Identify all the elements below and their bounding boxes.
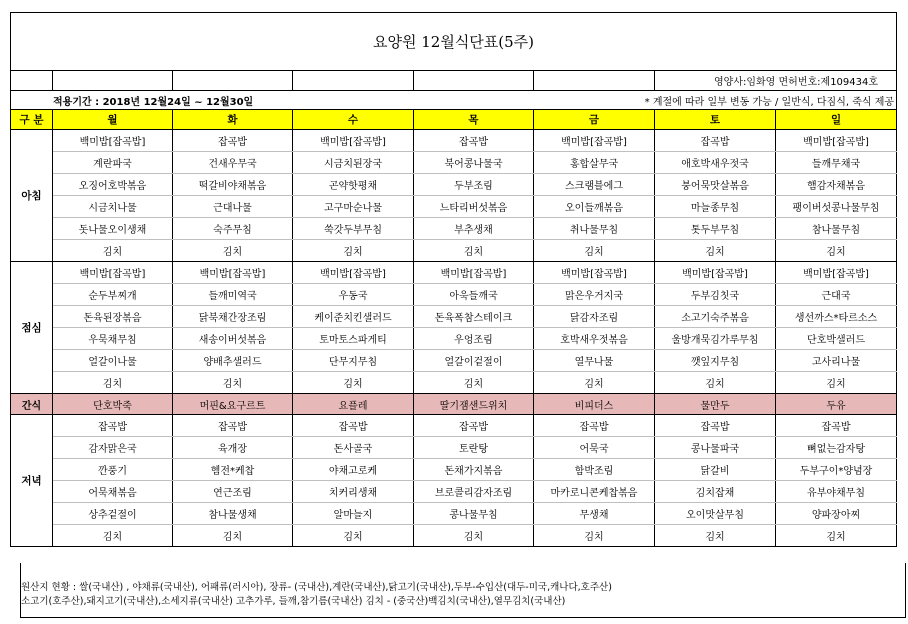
menu-cell: 마늘종무침 <box>655 196 776 218</box>
menu-cell: 북어콩나물국 <box>414 152 534 174</box>
menu-cell: 햄감자채볶음 <box>776 174 897 196</box>
menu-cell: 잡곡밥 <box>53 415 173 437</box>
menu-cell: 김치 <box>293 525 414 547</box>
menu-cell: 닭갈비 <box>655 459 776 481</box>
menu-cell: 얼갈이나물 <box>53 350 173 372</box>
menu-cell: 백미밥[잡곡밥] <box>776 262 897 284</box>
menu-cell: 깐풍기 <box>53 459 173 481</box>
menu-cell: 백미밥[잡곡밥] <box>53 130 173 152</box>
menu-cell: 상추겉절이 <box>53 503 173 525</box>
menu-cell: 잡곡밥 <box>414 415 534 437</box>
snack-cell: 단호박죽 <box>53 394 173 415</box>
menu-cell: 김치 <box>534 240 655 262</box>
menu-cell: 숙주무침 <box>173 218 293 240</box>
menu-cell: 잡곡밥 <box>655 415 776 437</box>
footer <box>20 563 906 618</box>
menu-cell: 들깨무채국 <box>776 152 897 174</box>
menu-cell: 백미밥[잡곡밥] <box>173 262 293 284</box>
snack-label: 간식 <box>11 394 53 415</box>
menu-cell: 닭북채간장조림 <box>173 306 293 328</box>
menu-cell: 두부김칫국 <box>655 284 776 306</box>
menu-cell: 연근조림 <box>173 481 293 503</box>
breakfast-row <box>11 174 897 196</box>
menu-cell: 잡곡밥 <box>534 415 655 437</box>
menu-cell: 우묵채무침 <box>53 328 173 350</box>
menu-cell: 생선까스*타르소스 <box>776 306 897 328</box>
menu-cell: 김치 <box>534 372 655 394</box>
menu-cell: 뼈없는감자탕 <box>776 437 897 459</box>
menu-cell: 김치 <box>655 372 776 394</box>
menu-cell: 우동국 <box>293 284 414 306</box>
snack-row <box>11 394 897 415</box>
menu-cell: 콩나물무침 <box>414 503 534 525</box>
menu-cell: 김치 <box>655 240 776 262</box>
menu-cell: 양파장아찌 <box>776 503 897 525</box>
menu-cell: 김치 <box>414 525 534 547</box>
menu-cell: 떡갈비야채볶음 <box>173 174 293 196</box>
lunch-row <box>11 328 897 350</box>
menu-cell: 헴전*케찹 <box>173 459 293 481</box>
menu-cell: 두부구이*양념장 <box>776 459 897 481</box>
notice-text: * 계절에 따라 일부 변동 가능 / 일반식, 다짐식, 죽식 제공 <box>414 91 897 110</box>
blank-cell <box>11 71 53 91</box>
blank-cell <box>534 71 655 91</box>
menu-cell: 아욱들깨국 <box>414 284 534 306</box>
dietitian-info: 영양사:임화영 면허번호:제109434호 <box>655 71 897 91</box>
menu-cell: 스크램블에그 <box>534 174 655 196</box>
breakfast-row <box>11 196 897 218</box>
snack-cell: 요플레 <box>293 394 414 415</box>
snack-cell: 딸기잼샌드위치 <box>414 394 534 415</box>
menu-cell: 김치 <box>293 372 414 394</box>
menu-cell: 잡곡밥 <box>173 130 293 152</box>
header-day: 토 <box>655 110 776 130</box>
breakfast-row <box>11 152 897 174</box>
dinner-row <box>11 481 897 503</box>
menu-cell: 백미밥[잡곡밥] <box>776 130 897 152</box>
menu-cell: 돈육된장볶음 <box>53 306 173 328</box>
menu-cell: 고사리나물 <box>776 350 897 372</box>
menu-cell: 호박새우젓볶음 <box>534 328 655 350</box>
snack-cell: 물만두 <box>655 394 776 415</box>
lunch-row <box>11 306 897 328</box>
menu-cell: 들깨미역국 <box>173 284 293 306</box>
menu-cell: 돗나물오이생채 <box>53 218 173 240</box>
menu-cell: 홍합살무국 <box>534 152 655 174</box>
menu-cell: 울방개묵김가루무침 <box>655 328 776 350</box>
menu-cell: 김치 <box>173 372 293 394</box>
menu-cell: 두부조림 <box>414 174 534 196</box>
menu-cell: 김치 <box>173 240 293 262</box>
menu-cell: 김치 <box>293 240 414 262</box>
lunch-row <box>11 350 897 372</box>
origin-line-2: 소고기(호주산),돼지고기(국내산),소세지류(국내산) 고추가루, 들깨,참기름(국내산) 김치 - (중국산)백김치(국내산),열무김치(국내산) <box>21 596 566 607</box>
menu-cell: 김치 <box>414 240 534 262</box>
menu-cell: 애호박새우젓국 <box>655 152 776 174</box>
menu-cell: 시금치된장국 <box>293 152 414 174</box>
menu-cell: 돈육폭참스테이크 <box>414 306 534 328</box>
header-day: 금 <box>534 110 655 130</box>
menu-cell: 부추생채 <box>414 218 534 240</box>
menu-cell: 새송이버섯볶음 <box>173 328 293 350</box>
menu-cell: 마카로니콘케찹볶음 <box>534 481 655 503</box>
dinner-row <box>11 437 897 459</box>
menu-cell: 백미밥[잡곡밥] <box>534 262 655 284</box>
menu-cell: 계란파국 <box>53 152 173 174</box>
breakfast-row <box>11 218 897 240</box>
header-row <box>11 110 897 130</box>
menu-cell: 깻잎지무침 <box>655 350 776 372</box>
menu-cell: 돈채가지볶음 <box>414 459 534 481</box>
menu-cell: 잡곡밥 <box>655 130 776 152</box>
menu-cell: 김치 <box>776 240 897 262</box>
menu-cell: 열무나물 <box>534 350 655 372</box>
dinner-row <box>11 503 897 525</box>
menu-cell: 김치 <box>173 525 293 547</box>
menu-cell: 톳두부무침 <box>655 218 776 240</box>
menu-table <box>10 12 897 547</box>
menu-cell: 닭감자조림 <box>534 306 655 328</box>
menu-cell: 잡곡밥 <box>776 415 897 437</box>
page-title: 요양원 12월식단표(5주) <box>11 13 897 71</box>
menu-cell: 감자맑은국 <box>53 437 173 459</box>
menu-cell: 백미밥[잡곡밥] <box>414 262 534 284</box>
blank-cell <box>293 71 414 91</box>
menu-cell: 팽이버섯콩나물무침 <box>776 196 897 218</box>
menu-cell: 어묵채볶음 <box>53 481 173 503</box>
header-day: 수 <box>293 110 414 130</box>
menu-cell: 붕어묵맛살볶음 <box>655 174 776 196</box>
menu-cell: 느타리버섯볶음 <box>414 196 534 218</box>
menu-cell: 근대나물 <box>173 196 293 218</box>
menu-cell: 백미밥[잡곡밥] <box>655 262 776 284</box>
menu-cell: 단호박샐러드 <box>776 328 897 350</box>
menu-cell: 김치 <box>534 525 655 547</box>
menu-cell: 잡곡밥 <box>293 415 414 437</box>
menu-cell: 야채고로케 <box>293 459 414 481</box>
menu-cell: 김치 <box>776 372 897 394</box>
menu-cell: 우엉조림 <box>414 328 534 350</box>
menu-cell: 잡곡밥 <box>414 130 534 152</box>
menu-cell: 토란탕 <box>414 437 534 459</box>
snack-cell: 비피더스 <box>534 394 655 415</box>
menu-cell: 어묵국 <box>534 437 655 459</box>
snack-cell: 두유 <box>776 394 897 415</box>
menu-cell: 무생채 <box>534 503 655 525</box>
menu-cell: 참나물생채 <box>173 503 293 525</box>
dinner-row <box>11 525 897 547</box>
menu-cell: 육개장 <box>173 437 293 459</box>
menu-cell: 잡곡밥 <box>173 415 293 437</box>
menu-cell: 곤약핫평채 <box>293 174 414 196</box>
menu-cell: 쑥갓두부무침 <box>293 218 414 240</box>
menu-cell: 오징어호박볶음 <box>53 174 173 196</box>
menu-cell: 취나물무침 <box>534 218 655 240</box>
menu-cell: 김치잡채 <box>655 481 776 503</box>
menu-cell: 순두부찌개 <box>53 284 173 306</box>
menu-cell: 오이들깨볶음 <box>534 196 655 218</box>
menu-sheet <box>10 12 896 607</box>
breakfast-row <box>11 130 897 152</box>
period-text: 적용기간 : 2018년 12월24일 ~ 12월30일 <box>11 91 414 110</box>
menu-cell: 백미밥[잡곡밥] <box>293 262 414 284</box>
header-day: 목 <box>414 110 534 130</box>
snack-cell: 머핀&요구르트 <box>173 394 293 415</box>
menu-cell: 돈사골국 <box>293 437 414 459</box>
dinner-row <box>11 459 897 481</box>
menu-cell: 브로콜리감자조림 <box>414 481 534 503</box>
menu-cell: 김치 <box>414 372 534 394</box>
blank-cell <box>173 71 293 91</box>
menu-cell: 근대국 <box>776 284 897 306</box>
menu-cell: 유부야채무침 <box>776 481 897 503</box>
menu-cell: 함박조림 <box>534 459 655 481</box>
breakfast-row <box>11 240 897 262</box>
dinner-label: 저녁 <box>11 415 53 547</box>
menu-cell: 얼갈이겉절이 <box>414 350 534 372</box>
menu-cell: 오이맛살무침 <box>655 503 776 525</box>
menu-cell: 참나물무침 <box>776 218 897 240</box>
menu-cell: 토마토스파게티 <box>293 328 414 350</box>
header-day: 화 <box>173 110 293 130</box>
menu-cell: 건새우무국 <box>173 152 293 174</box>
menu-cell: 백미밥[잡곡밥] <box>293 130 414 152</box>
menu-cell: 치커리생채 <box>293 481 414 503</box>
menu-cell: 알마늘지 <box>293 503 414 525</box>
menu-cell: 시금치나물 <box>53 196 173 218</box>
blank-cell <box>414 71 534 91</box>
lunch-label: 점심 <box>11 262 53 394</box>
dinner-row <box>11 415 897 437</box>
menu-cell: 김치 <box>53 240 173 262</box>
menu-cell: 김치 <box>53 372 173 394</box>
menu-cell: 김치 <box>776 525 897 547</box>
breakfast-label: 아침 <box>11 130 53 262</box>
header-day: 일 <box>776 110 897 130</box>
origin-line-1: 원산지 현황 : 쌀(국내산) , 야채류(국내산), 어패류(러시아), 장류- (국내산),계란(국내산),닭고기(국내산),두부-수입산(대두-미국,캐나다,호주산) <box>21 582 612 593</box>
blank-cell <box>53 71 173 91</box>
menu-cell: 단무지무침 <box>293 350 414 372</box>
menu-cell: 김치 <box>655 525 776 547</box>
menu-cell: 양배추샐러드 <box>173 350 293 372</box>
menu-cell: 백미밥[잡곡밥] <box>534 130 655 152</box>
header-category: 구 분 <box>11 110 53 130</box>
menu-cell: 맑은우거지국 <box>534 284 655 306</box>
lunch-row <box>11 372 897 394</box>
header-day: 월 <box>53 110 173 130</box>
menu-cell: 소고기숙주볶음 <box>655 306 776 328</box>
menu-cell: 케이준치킨샐러드 <box>293 306 414 328</box>
menu-cell: 콩나물파국 <box>655 437 776 459</box>
menu-cell: 김치 <box>53 525 173 547</box>
lunch-row <box>11 284 897 306</box>
menu-cell: 고구마순나물 <box>293 196 414 218</box>
menu-cell: 백미밥[잡곡밥] <box>53 262 173 284</box>
lunch-row <box>11 262 897 284</box>
